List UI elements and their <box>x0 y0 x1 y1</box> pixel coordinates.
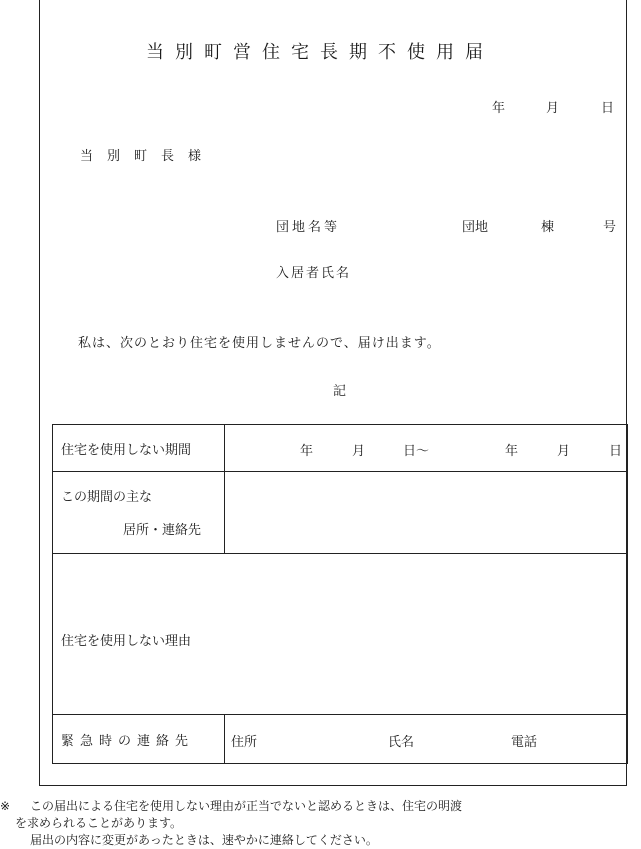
emergency-label-cell <box>53 715 225 764</box>
emergency-name-label: 氏名 <box>388 735 415 750</box>
emergency-value-cell[interactable] <box>225 715 628 764</box>
period-year1: 年 <box>300 444 314 459</box>
residence-value-cell[interactable] <box>225 472 628 554</box>
table-row <box>53 554 628 715</box>
emergency-phone-label: 電話 <box>511 735 538 750</box>
danchi-name-label: 団地名等 <box>276 220 341 235</box>
note-line1: この届出による住宅を使用しない理由が正当でないと認めるときは、住宅の明渡 <box>30 799 463 813</box>
period-month1: 月 <box>352 444 366 459</box>
reason-label: 住宅を使用しない理由 <box>61 633 192 649</box>
note-mark: ※ <box>0 799 11 813</box>
period-label-cell <box>53 425 225 472</box>
period-day2: 日 <box>609 444 623 459</box>
residence-label-cell <box>53 472 225 554</box>
date-day-label: 日 <box>601 101 615 116</box>
residence-label-line1: この期間の主な <box>61 490 153 505</box>
period-label: 住宅を使用しない期間 <box>61 442 192 458</box>
date-year-label: 年 <box>492 101 506 116</box>
table-row <box>53 715 628 764</box>
residence-label-line2: 居所・連絡先 <box>123 523 202 538</box>
form-title: 当別町営住宅長期不使用届 <box>146 42 494 63</box>
emergency-contact-label: 緊急時の連絡先 <box>61 733 195 749</box>
resident-name-label: 入居者氏名 <box>276 266 352 281</box>
period-month2: 月 <box>557 444 571 459</box>
period-value-cell[interactable] <box>225 425 628 472</box>
reason-cell[interactable] <box>53 554 628 715</box>
building-suffix: 棟 <box>541 220 555 235</box>
note-line2: を求められることがあります。 <box>15 816 183 830</box>
emergency-address-label: 住所 <box>231 735 258 750</box>
danchi-suffix: 団地 <box>462 220 489 235</box>
table-row <box>53 425 628 472</box>
ki-heading: 記 <box>333 384 347 399</box>
number-suffix: 号 <box>603 220 617 235</box>
date-month-label: 月 <box>546 101 560 116</box>
period-day1: 日～ <box>403 444 430 459</box>
details-table <box>52 424 628 764</box>
note-line3: 届出の内容に変更があったときは、速やかに連絡してください。 <box>30 833 378 847</box>
addressee: 当別町長様 <box>80 149 216 164</box>
period-year2: 年 <box>505 444 519 459</box>
table-row <box>53 472 628 554</box>
declaration-text: 私は、次のとおり住宅を使用しませんので、届け出ます。 <box>78 336 441 351</box>
